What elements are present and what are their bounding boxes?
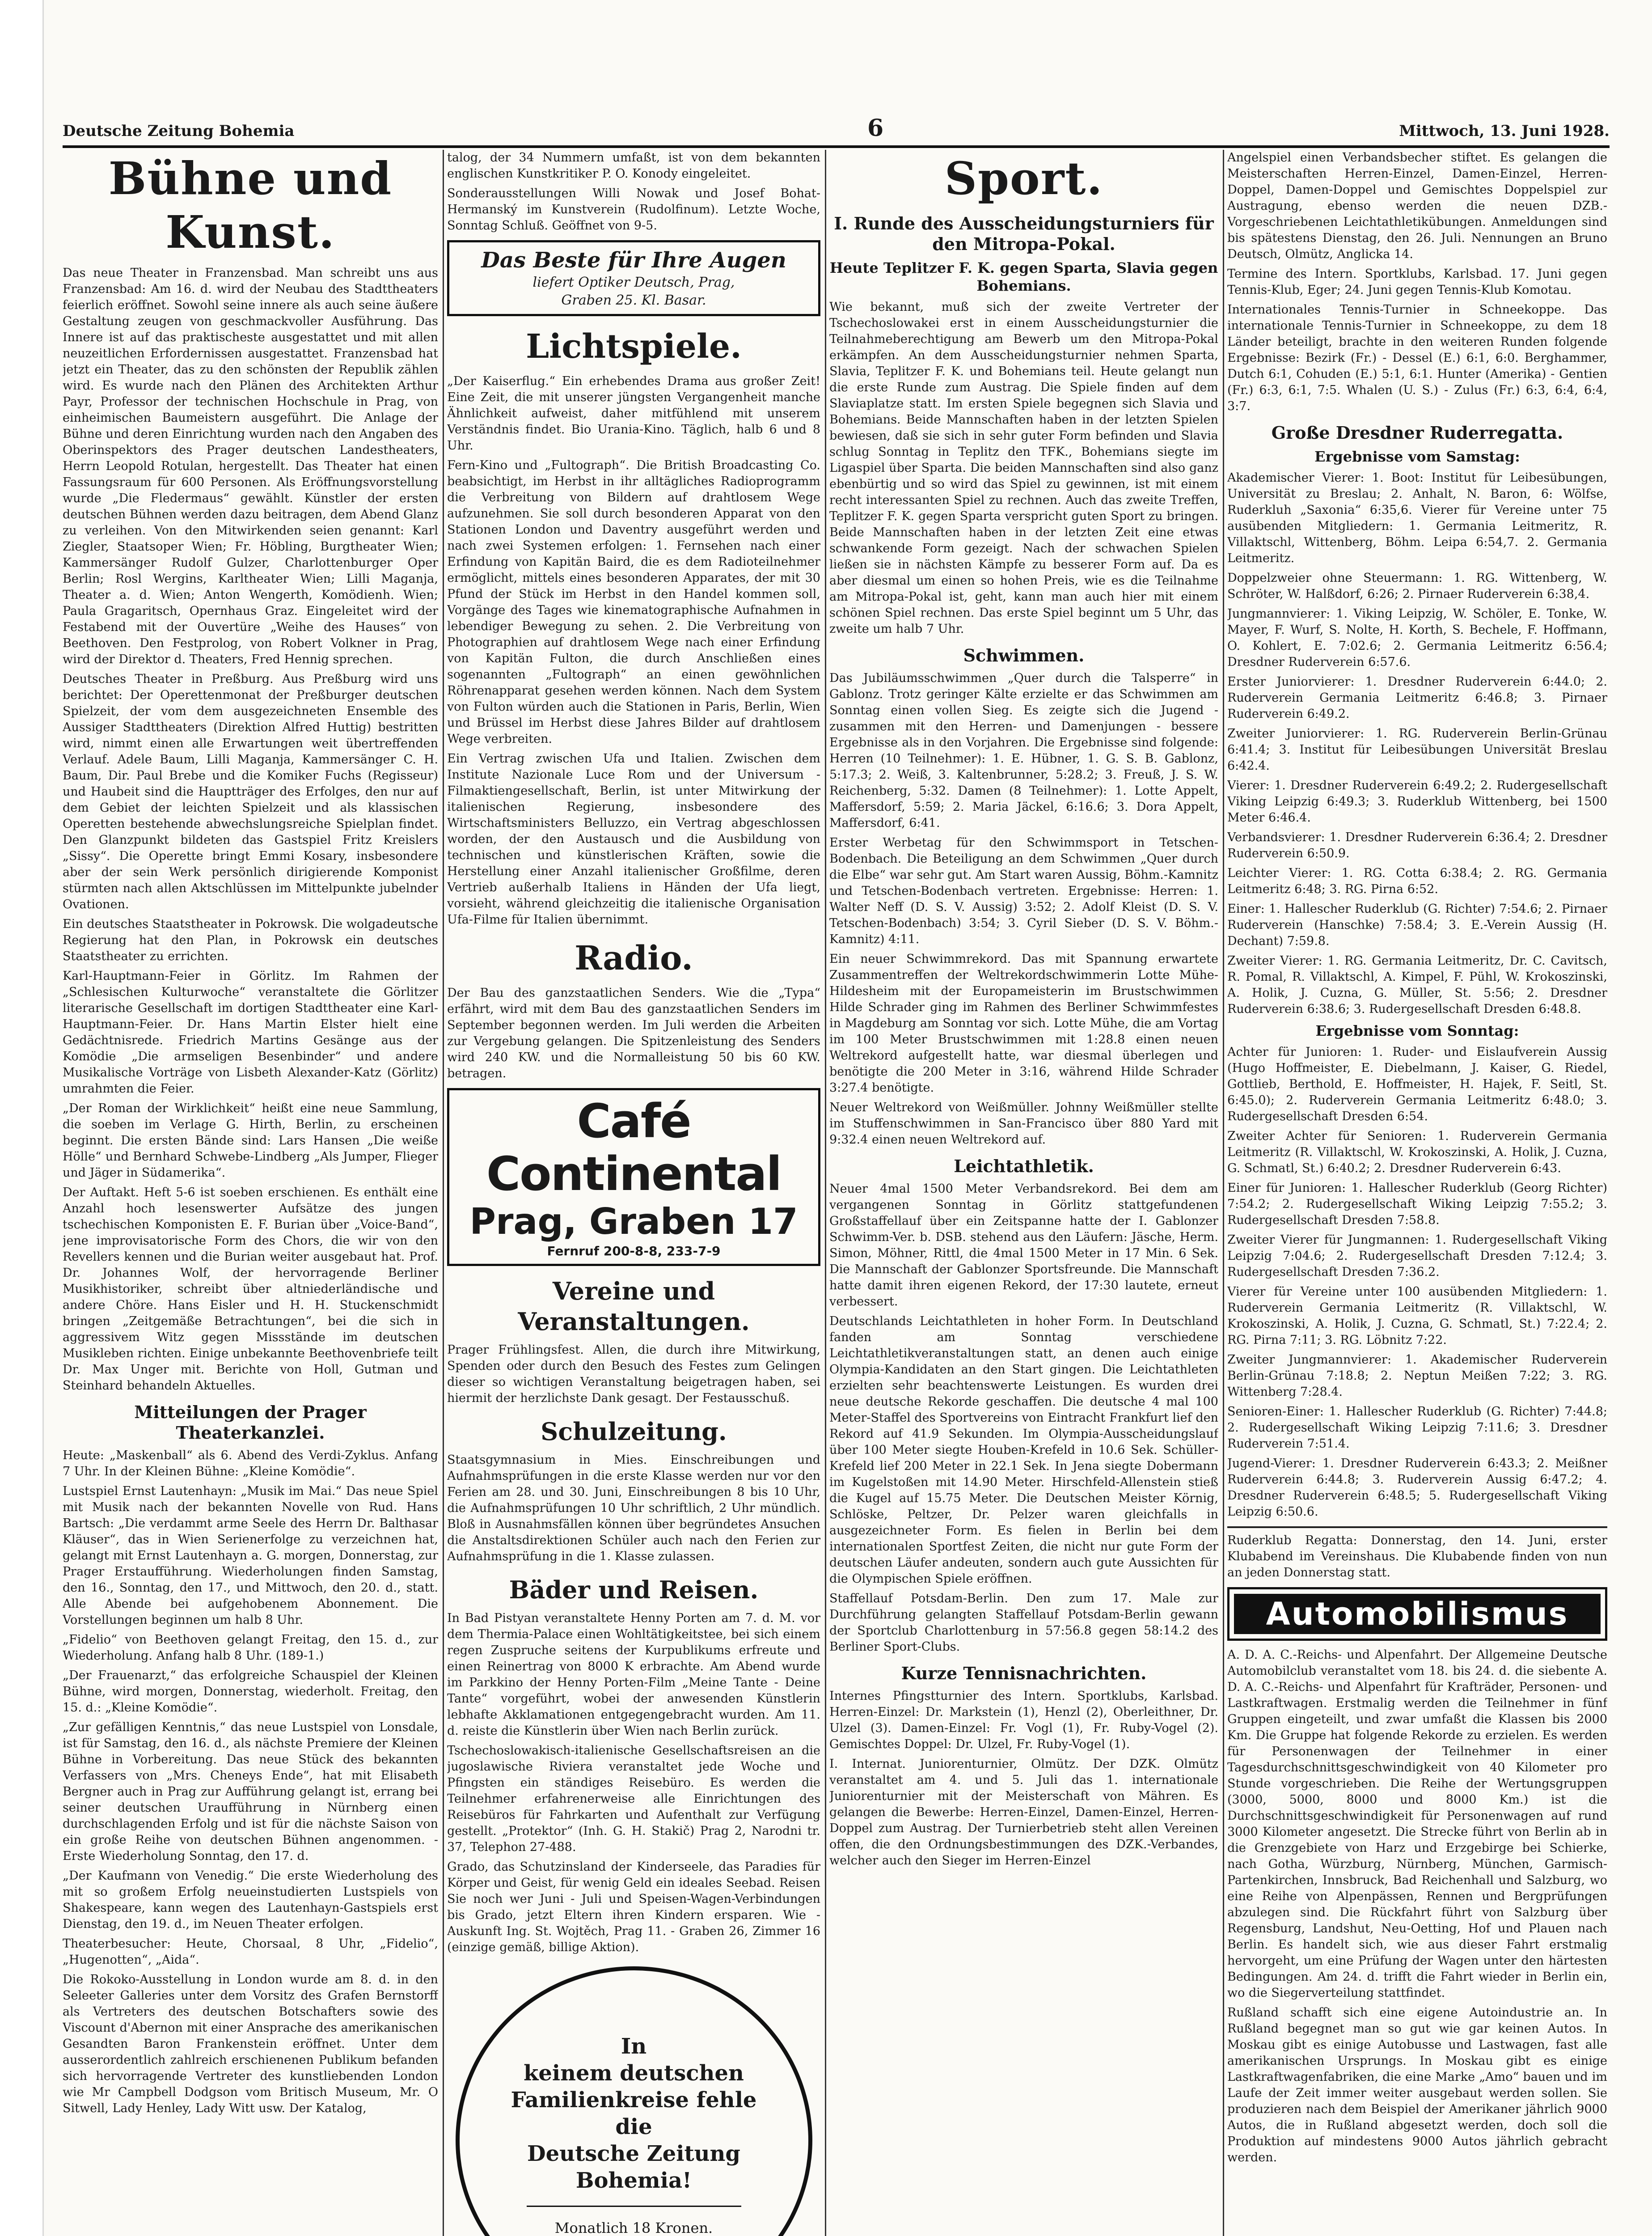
article-paragraph: Der Auftakt. Heft 5-6 ist soeben erschienen. Es enthält eine Anzahl hoch lesenswerter Aufsätze des jungen tschechischen Komponisten E. F. Burian über „Voice-Band“, jene improvisatorische Form des Chors, die wir von den Revellers kennen und die Burian weiter ausgebaut hat. Prof. Dr. Johannes Wolf, der hervorragende Berliner Musikhistoriker, schreibt über altniederländische und andere Chöre. Hans Eisler und H. H. Stuckenschmidt bringen „Zeitgemäße Betrachtungen“, bei die sich in aggressivem Witz gegen Missstände im deutschen Musikleben richten. Einige unbekannte Beethovenbriefe teilt Dr. Max Unger mit. Berichte von Holl, Gutman und Steinhard behandeln Aktuelles. [63, 1186, 438, 1393]
section-title-leichtathletik: Leichtathletik. [954, 1156, 1094, 1176]
section-title-sport: Sport. [944, 152, 1103, 205]
article-paragraph: Das neue Theater in Franzensbad. Man schreibt uns aus Franzensbad: Am 16. d. wird der Neubau des Stadttheaters feierlich eröffnet. Sowohl seine innere als auch seine äußere Gestaltung zeugen von geschmackvoller Ausführung. Das Innere ist auf das praktischeste ausgestattet und mit allen neuzeitlichen Erfordernissen ausgestattet. Franzensbad hat jetzt ein Theater, das zu den schönsten der Republik zählen wird. Es wurde nach den Plänen des Architekten Arthur Payr, Professor der technischen Hochschule in Prag, von einheimischen Baumeistern ausgeführt. Die Anlage der Bühne und deren Einrichtung wurden nach den Angaben des Oberinspektors des Prager deutschen Landestheaters, Herrn Leopold Rotulan, hergestellt. Das Theater hat einen Fassungsraum für 600 Personen. Als Eröffnungsvorstellung wurde „Die Fledermaus“ gewählt. Künstler der ersten deutschen Bühnen werden dazu beitragen, dem Abend Glanz zu verleihen. Von den Mitwirkenden seien genannt: Karl Ziegler, Staatsoper Wien; Fr. Höbling, Burgtheater Wien; Kammersänger Rudolf Gulzer, Charlottenburger Oper Berlin; Rosl Wergins, Karltheater Wien; Lilli Maganja, Theater a. d. Wien; Anton Wengerth, Komödienh. Wien; Paula Gragaritsch, Opernhaus Graz. Eingeleitet wird der Festabend mit der Ouvertüre „Weihe des Hauses“ von Beethoven. Den Festprolog, von Robert Volkner in Prag, wird der Direktor d. Theaters, Fred Hennig sprechen. [63, 266, 438, 666]
section-title-lichtspiele: Lichtspiele. [526, 327, 742, 366]
subsection-title-theaterkanzlei: Mitteilungen der Prager Theaterkanzlei. [134, 1402, 367, 1443]
article-paragraph: „Zur gefälligen Kenntnis,“ das neue Lustspiel von Lonsdale, ist für Samstag, den 16. d., als nächste Premiere der Kleinen Bühne in Vorbereitung. Das neue Stück des bekannten Verfassers von „Mrs. Cheneys Ende“, hat mit Elisabeth Bergner auch in Prag zur Aufführung gelangt ist, errang bei seiner deutschen Uraufführung in Nürnberg einen durchschlagenden Erfolg und ist für die nächste Saison von ein große Reihe von deutschen Bühnen angenommen. - Erste Wiederholung Sonntag, den 17. d. [63, 1720, 438, 1863]
article-paragraph: In Bad Pistyan veranstaltete Henny Porten am 7. d. M. vor dem Thermia-Palace einen Wohltätigkeitstee, bei sich einem regen Zuspruche seitens der Kurpublikums erfreute und einen Reinertrag von 8000 K erbrachte. Am Abend wurde im Parkkino der Henny Porten-Film „Meine Tante - Deine Tante“ vorgeführt, wobei der anwesenden Künstlerin lebhafte Akklamationen entgegengebracht wurden. Am 11. d. reiste die Künstlerin über Wien nach Berlin zurück. [447, 1611, 820, 1738]
article-paragraph: Vierer: 1. Dresdner Ruderverein 6:49.2; 2. Rudergesellschaft Viking Leipzig 6:49.3; 3. Ruderklub Wittenberg, bei 1500 Meter 6:46.4. [1227, 779, 1607, 825]
article-paragraph: Ein neuer Schwimmrekord. Das mit Spannung erwartete Zusammentreffen der Weltrekordschwimmerin Lotte Mühe-Hildesheim mit der Europameisterin im Brustschwimmen Hilde Schrader ging im Rahmen des Berliner Schwimmfestes in Magdeburg am Sonntag vor sich. Lotte Mühe, die am Vortag im 100 Meter Brustschwimmen mit 1:28.8 einen neuen Weltrekord aufgestellt hatte, war diesmal überlegen und benötigte die 200 Meter in 3:16, während Hilde Schrader 3:27.4 benötigte. [829, 952, 1218, 1095]
ad-line: Familienkreise fehle die [511, 2088, 757, 2139]
ad-line: Prag, Graben 17 [469, 1201, 798, 1242]
article-paragraph: Wie bekannt, muß sich der zweite Vertreter der Tschechoslowakei erst in einem Ausscheidungsturnier die Teilnahmeberechtigung am Bewerb um den Mitropa-Pokal erkämpfen. An dem Ausscheidungsturnier nehmen Sparta, Slavia, Teplitzer F. K. und Bohemians teil. Heute gelangt nun die erste Runde zum Austrag. Die Spiele finden auf dem Slaviaplatze statt. Im ersten Spiele begegnen sich Slavia und Bohemians. Beide Mannschaften haben in der letzten Spielen bewiesen, daß sie sich in sehr guter Form befinden und Slavia schlug Sonntag in Teplitz den TFK., Bohemians siegte im Ligaspiel über Sparta. Die beiden Mannschaften sind also ganz ebenbürtig und so wird das Spiel zu gewinnen, ist mit einem recht interessanten Spiel zu rechnen. Auch das zweite Treffen, Teplitzer F. K. gegen Sparta verspricht guten Sport zu bringen. Beide Mannschaften haben in der letzten Zeit eine etwas schwankende Form gezeigt. Nach der schwachen Spielen ließen sie in nächsten Kämpfe zu besserer Form auf. Da es aber diesmal um einen so hohen Preis, wie es die Teilnahme am Mitropa-Pokal ist, geht, kann man auch hier mit einem schönen Spiel rechnen. Das erste Spiel beginnt um 5 Uhr, das zweite um halb 7 Uhr. [829, 300, 1218, 636]
article-paragraph: Doppelzweier ohne Steuermann: 1. RG. Wittenberg, W. Schröter, W. Halßdorf, 6:26; 2. Pirnaer Ruderverein 6:38,4. [1227, 571, 1607, 601]
article-paragraph: Angelspiel einen Verbandsbecher stiftet. Es gelangen die Meisterschaften Herren-Einzel, Damen-Einzel, Herren-Doppel, Damen-Doppel und Gemischtes Doppelspiel zur Austragung, ebenso werden die neuen DZB.-Vorgeschriebenen Leichtathletikübungen. Anmeldungen sind bis spätestens Dienstag, den 26. Juli. Nennungen an Bruno Deutsch, Olmütz, Anglicka 14. [1227, 151, 1607, 261]
column-1 [63, 150, 438, 2236]
article-paragraph: Akademischer Vierer: 1. Boot: Institut für Leibesübungen, Universität zu Breslau; 2. Anhalt, N. Baron, 6: Wölfse, Ruderkluh „Saxonia“ 6:35,6. Vierer für Vereine unter 75 ausübenden Mitgliedern: 1. Germania Leitmeritz, R. Villaktschl, Wittenberg, Böhm. Leipa 6:54,7. 2. Germania Leitmeritz. [1227, 471, 1607, 565]
article-paragraph: Internes Pfingstturnier des Intern. Sportklubs, Karlsbad. Herren-Einzel: Dr. Markstein (1), Henzl (2), Oberleithner, Dr. Ulzel (3). Damen-Einzel: Fr. Vogl (1), Fr. Ruby-Vogel (2). Gemischtes Doppel: Dr. Ulzel, Fr. Ruby-Vogel (1). [829, 1689, 1218, 1751]
ad-line: Fernruf 200-8-8, 233-7-9 [547, 1244, 721, 1258]
article-paragraph: Sonderausstellungen Willi Nowak und Josef Bohat-Hermanský im Kunstverein (Rudolfinum). Letzte Woche, Sonntag Schluß. Geöffnet von 9-5. [447, 186, 820, 233]
article-paragraph: I. Internat. Juniorenturnier, Olmütz. Der DZK. Olmütz veranstaltet am 4. und 5. Juli das 1. internationale Juniorenturnier mit der Meisterschaft von Mähren. Es gelangen die Bewerbe: Herren-Einzel, Damen-Einzel, Herren-Doppel zum Austrag. Der Turnierbetrieb steht allen Vereinen offen, die den Ordnungsbestimmungen des DZK.-Verbandes, welcher auch den Sieger im Herren-Einzel [829, 1757, 1218, 1868]
article-paragraph: Jungmannvierer: 1. Viking Leipzig, W. Schöler, E. Tonke, W. Mayer, F. Wurf, S. Nolte, H. Korth, S. Bechele, F. Hoffmann, O. Kohlert, E. 7:02.6; 2. Germania Leitmeritz 6:56.4; Dresdner Ruderverein 6:57.6. [1227, 607, 1607, 669]
page-number: 6 [867, 114, 884, 142]
article-paragraph: Der Bau des ganzstaatlichen Senders. Wie die „Typa“ erfährt, wird mit dem Bau des ganzstaatlichen Senders im September begonnen werden. Im Juli werden die Arbeiten zur Vergebung gelangen. Die Spitzenleistung des Senders wird 240 KW. und die Normalleistung 50 bis 60 KW. betragen. [447, 986, 820, 1080]
article-paragraph: Grado, das Schutzinsland der Kinderseele, das Paradies für Körper und Geist, für wenig Geld ein ideales Seebad. Reisen Sie noch wer Juni - Juli und Speisen-Wagen-Verbindungen bis Grado, jetzt Eltern ihren Kindern ersparen. Wie - Auskunft Ing. St. Wojtěch, Prag 11. - Graben 26, Zimmer 16 (einzige gemäß, billige Aktion). [447, 1860, 820, 1954]
issue-date: Mittwoch, 13. Juni 1928. [1399, 122, 1610, 140]
article-paragraph: Prager Frühlingsfest. Allen, die durch ihre Mitwirkung, Spenden oder durch den Besuch des Festes zum Gelingen dieser so wichtigen Veranstaltung beigetragen haben, sei hiermit der herzlichste Dank gesagt. Der Festausschuß. [447, 1343, 820, 1405]
article-paragraph: Erster Juniorvierer: 1. Dresdner Ruderverein 6:44.0; 2. Ruderverein Germania Leitmeritz 6:46.8; 3. Pirnaer Ruderverein 6:49.2. [1227, 675, 1607, 721]
ad-line: Monatlich 18 Kronen. [554, 2219, 713, 2236]
article-paragraph: „Der Kaiserflug.“ Ein erhebendes Drama aus großer Zeit! Eine Zeit, die mit unserer jüngsten Vergangenheit manche Ähnlichkeit aufweist, daher mitfühlend mit unserem Verständnis findet. Bio Urania-Kino. Täglich, halb 6 und 8 Uhr. [447, 374, 820, 453]
article-paragraph: Vierer für Vereine unter 100 ausübenden Mitgliedern: 1. Ruderverein Germania Leitmeritz (R. Villaktschl, W. Krokoszinski, A. Holik, J. Cuzna, G. Schmatl, St.) 7:22.4; 2. RG. Pirna 7:11; 3. RG. Löbnitz 7:22. [1227, 1285, 1607, 1347]
article-paragraph: Zweiter Jungmannvierer: 1. Akademischer Ruderverein Berlin-Grünau 7:18.8; 2. Neptun Meißen 7:22; 3. RG. Wittenberg 7:28.4. [1227, 1353, 1607, 1399]
column-2 [447, 150, 820, 2236]
ad-divider [527, 2206, 741, 2207]
advertisement-bohemia-circle [456, 1966, 812, 2236]
column-divider [1223, 150, 1224, 2236]
article-paragraph: Zweiter Vierer für Jungmannen: 1. Rudergesellschaft Viking Leipzig 7:04.6; 2. Rudergesellschaft Dresden 7:12.4; 3. Rudergesellschaft Dresden 7:36.2. [1227, 1233, 1607, 1279]
ad-title: Café Continental [486, 1094, 782, 1201]
ad-line: Graben 25. Kl. Basar. [561, 292, 706, 308]
column-divider [825, 150, 826, 2236]
ad-title: Das Beste für Ihre Augen [481, 248, 786, 273]
newspaper-name: Deutsche Zeitung Bohemia [63, 122, 295, 140]
section-title-buehne: Bühne und Kunst. [108, 152, 393, 258]
article-paragraph: Rußland schafft sich eine eigene Autoindustrie an. In Rußland begegnet man so gut wie gar keinen Autos. In Moskau gibt es einige Autobusse und Lastwagen, fast alle amerikanischen Ursprungs. In Moskau gibt es einige Lastkraftwagenfabriken, die eine Marke „Amo“ bauen und im Laufe der Zeit immer weiter ausgebaut werden sollen. Sie produzieren nach dem Beispiel der Amerikaner jährlich 9000 Autos, die in Rußland abgesetzt werden, doch soll die Produktion auf mindestens 9000 Autos jährlich gebracht werden. [1227, 2006, 1607, 2164]
section-title-radio: Radio. [575, 939, 693, 978]
subsection-subtitle: Heute Teplitzer F. K. gegen Sparta, Slavia gegen Bohemians. [829, 259, 1218, 294]
article-paragraph: talog, der 34 Nummern umfaßt, ist von dem bekannten englischen Kunstkritiker P. O. Konody eingeleitet. [447, 151, 820, 181]
ad-line: keinem deutschen [524, 2061, 744, 2086]
article-paragraph: „Fidelio“ von Beethoven gelangt Freitag, den 15. d., zur Wiederholung. Anfang halb 8 Uhr. (189-1.) [63, 1633, 438, 1663]
subsection-title-mitropa: I. Runde des Ausscheidungsturniers für den Mitropa-Pokal. [834, 213, 1214, 254]
article-paragraph: Ein Vertrag zwischen Ufa und Italien. Zwischen dem Institute Nazionale Luce Rom und der Universum - Filmaktiengesellschaft, Berlin, ist unter Mitwirkung der italienischen Regierung, insbesondere des Wirtschaftsministers Belluzzo, ein Vertrag abgeschlossen worden, der den Austausch und die Ausbildung von technischen und künstlerischen Kräften, sowie die Herstellung einer Anzahl italienischer Großfilme, deren Vertrieb außerhalb Italiens in Händen der Ufa liegt, vorsieht, während gleichzeitig die italienische Organisation Ufa-Filme für Italien übernimmt. [447, 752, 820, 927]
article-paragraph: Neuer Weltrekord von Weißmüller. Johnny Weißmüller stellte im Stuffenschwimmen in San-Francisco über 880 Yard mit 9:32.4 einen neuen Weltrekord auf. [829, 1101, 1218, 1147]
article-paragraph: Die Rokoko-Ausstellung in London wurde am 8. d. in den Seleeter Galleries unter dem Vorsitz des Grafen Bernstorff als Vertreters des deutschen Botschafters sowie des Viscount d'Abernon mit einer Ansprache des amerikanischen Gesandten Baron Frankenstein eröffnet. Unter dem ausserordentlich zahlreich erschienenen Publikum befanden sich hervorragende Vertreter des kunstliebenden London wie Mr Campbell Dodgson vom Britisch Museum, Mr. O Sitwell, Lady Henley, Lady Witt usw. Der Katalog, [63, 1973, 438, 2115]
article-paragraph: Erster Werbetag für den Schwimmsport in Tetschen-Bodenbach. Die Beteiligung an dem Schwimmen „Quer durch die Elbe“ war sehr gut. Am Start waren Aussig, Böhm.-Kamnitz und Tetschen-Bodenbach vertreten. Ergebnisse: Herren: 1. Walter Neff (D. S. V. Aussig) 3:52; 2. Adolf Kleist (D. S. V. Tetschen-Bodenbach) 3:54; 3. Cyril Sieber (D. S. V. Böhm.-Kamnitz) 4:11. [829, 836, 1218, 946]
article-paragraph: Internationales Tennis-Turnier in Schneekoppe. Das internationale Tennis-Turnier in Schneekoppe, zu dem 18 Länder beteiligt, brachte in den weiteren Runden folgende Ergebnisse: Bezirk (Fr.) - Dessel (E.) 6:1, 6:0. Berghammer, Dutch 6:1, Cohuden (E.) 5:1, 6:1. Hunter (Amerika) - Gentien (Fr.) 6:3, 6:1, 7:5. Whalen (U. S.) - Zulus (Fr.) 6:3, 6:4, 6:4, 3:7. [1227, 303, 1607, 413]
article-paragraph: Neuer 4mal 1500 Meter Verbandsrekord. Bei dem am vergangenen Sonntag in Görlitz stattgefundenen Großstaffellauf über ein Zeitspanne hatte der I. Gablonzer Schwimm-Ver. b. DSB. stehend aus den Läufern: Jäsche, Herm. Simon, Möhner, Rittl, die 4mal 1500 Meter in 17 Min. 6 Sek. Die Mannschaft der Gablonzer Sportsfreunde. Die Mannschaft hatte damit ihren eigenen Rekord, der 17:30 lautete, erneut verbessert. [829, 1182, 1218, 1309]
article-paragraph: Tschechoslowakisch-italienische Gesellschaftsreisen an die jugoslawische Riviera veranstaltet jede Woche und Pfingsten ein ständiges Reisebüro. Es werden die Teilnehmer erfahrenerweise alle Einrichtungen des Reisebüros für Fahrkarten und Aufenthalt zur Verfügung gestellt. „Protektor“ (Inh. G. H. Stakič) Prag 2, Narodni tr. 37, Telephon 27-488. [447, 1744, 820, 1854]
section-title-baeder: Bäder und Reisen. [509, 1575, 759, 1604]
article-paragraph: A. D. A. C.-Reichs- und Alpenfahrt. Der Allgemeine Deutsche Automobilclub veranstaltet vom 18. bis 24. d. die siebente A. D. A. C.-Reichs- und Alpenfahrt für Krafträder, Personen- und Lastkraftwagen. Erstmalig werden die Teilnehmer in fünf Gruppen eingeteilt, und zwar umfaßt die Klassen bis 2000 Km. Die Gruppe hat folgende Rekorde zu erzielen. Es werden für Personenwagen der Teilnehmer in einer Tagesdurchschnittsgeschwindigkeit von 40 Kilometer pro Stunde vorgeschrieben. Die Reihe der Wertungsgruppen (3000, 5000, 8000 und 8000 Km.) ist die Durchschnittsgeschwindigkeit für Personenwagen auf rund 3000 Kilometer angesetzt. Die Strecke führt von Berlin ab in die Grenzgebiete von Harz und Erzgebirge bei Schierke, nach Gotha, Würzburg, Nürnberg, München, Garmisch-Partenkirchen, Innsbruck, Bad Reichenhall und Salzburg, wo eine Reihe von Alpenpässen, Rennen und Bergprüfungen abzulegen sind. Die Rückfahrt führt von Salzburg über Regensburg, Landshut, Neu-Oetting, Hof und Plauen nach Berlin. Es handelt sich, wie aus dieser Fahrt erstmalig hervorgeht, um eine Prüfung der Wagen unter den härtesten Bedingungen. Am 24. d. trifft die Fahrt wieder in Berlin ein, wo die Siegerverteilung stattfindet. [1227, 1648, 1607, 2000]
column-3 [829, 150, 1218, 2236]
article-paragraph: Staffellauf Potsdam-Berlin. Den zum 17. Male zur Durchführung gelangten Staffellauf Potsdam-Berlin gewann der Sportclub Charlottenburg in 57:56.8 gegen 58:14.2 des Berliner Sport-Clubs. [829, 1592, 1218, 1654]
ad-line: liefert Optiker Deutsch, Prag, [532, 275, 735, 290]
article-paragraph: Deutsches Theater in Preßburg. Aus Preßburg wird uns berichtet: Der Operettenmonat der Preßburger deutschen Spielzeit, der vom dem ausgezeichneten Ensemble des Aussiger Stadttheaters (Direktion Alfred Huttig) bestritten wird, nimmt einen alle Erwartungen weit übertreffenden Verlauf. Adele Baum, Lilli Maganja, Kammersänger C. H. Baum, Dir. Paul Brebe und die Komiker Fuchs (Regisseur) und Haubeit sind die Hauptträger des Erfolges, den nur auf dem Gebiet der leichten Spielzeit und als klassischen Operetten bestehende abwechslungsreiche Spielplan findet. Den Glanzpunkt bildeten das Gastspiel Fritz Kreislers „Sissy“. Die Operette bringt Emmi Kosary, insbesondere aber der sein Werk persönlich dirigierende Komponist stürmten nach allen Aktschlüssen im Mittelpunkte jubelnder Ovationen. [63, 672, 438, 911]
article-paragraph: Fern-Kino und „Fultograph“. Die British Broadcasting Co. beabsichtigt, im Herbst in ihr alltägliches Radioprogramm die Verbreitung von Bildern auf drahtlosem Wege aufzunehmen. Sie soll durch besonderen Apparat von den Stationen London und Daventry ausgeführt werden und nach zwei Systemen erfolgen: 1. Fernsehen nach einer Erfindung von Kapitän Baird, die es dem Radioteilnehmer ermöglicht, mittels eines besonderen Apparates, der mit 30 Pfund der Stück im Herbst in den Handel kommen soll, Vorgänge des Tages wie kinematographische Aufnahmen in lebendiger Bewegung zu sehen. 2. Die Verbreitung von Photographien auf drahtlosem Wege nach einer Erfindung von Kapitän Fulton, die durch Anschließen eines sogenannten „Fultograph“ an einen gewöhnlichen Röhrenapparat gesehen werden können. Nach dem System von Fulton würden auch die Stationen in Paris, Berlin, Wien und Brüssel im Herbst diese Jahres Bilder auf drahtlosem Wege verbreiten. [447, 458, 820, 746]
article-paragraph: Senioren-Einer: 1. Hallescher Ruderklub (G. Richter) 7:44.8; 2. Rudergesellschaft Wiking Leipzig 7:11.6; 3. Dresdner Ruderverein 7:51.4. [1227, 1405, 1607, 1451]
running-head [63, 114, 1610, 148]
article-paragraph: Karl-Hauptmann-Feier in Görlitz. Im Rahmen der „Schlesischen Kulturwoche“ veranstaltete die Görlitzer literarische Gesellschaft im dortigen Stadttheater eine Karl-Hauptmann-Feier. Dr. Hans Martin Elster hielt eine Gedächtnisrede. Friedrich Martins Gesänge aus der Komödie „Die armseligen Besenbinder“ und andere Musikalische Vorträge von Lisbeth Alexander-Katz (Görlitz) umrahmten die Feier. [63, 969, 438, 1096]
section-title-vereine: Vereine und Veranstaltungen. [518, 1277, 750, 1336]
article-paragraph: Jugend-Vierer: 1. Dresdner Ruderverein 6:43.3; 2. Meißner Ruderverein 6:44.8; 3. Ruderverein Aussig 6:47.2; 4. Dresdner Ruderverein 6:48.5; 5. Rudergesellschaft Viking Leipzig 6:50.6. [1227, 1457, 1607, 1519]
scan-margin [0, 0, 44, 2236]
section-title-schwimmen: Schwimmen. [963, 645, 1085, 665]
section-title-tennis: Kurze Tennisnachrichten. [901, 1663, 1147, 1683]
article-paragraph: Leichter Vierer: 1. RG. Cotta 6:38.4; 2. RG. Germania Leitmeritz 6:48; 3. RG. Pirna 6:52. [1227, 866, 1607, 896]
article-paragraph: Einer: 1. Hallescher Ruderklub (G. Richter) 7:54.6; 2. Pirnaer Ruderverein (Hanschke) 7:58.4; 3. E.-Verein Aussig (H. Dechant) 7:59.8. [1227, 902, 1607, 948]
article-paragraph: Theaterbesucher: Heute, Chorsaal, 8 Uhr, „Fidelio“, „Hugenotten“, „Aida“. [63, 1937, 438, 1967]
article-paragraph: Einer für Junioren: 1. Hallescher Ruderklub (Georg Richter) 7:54.2; 2. Rudergesellschaft Wiking Leipzig 7:55.2; 3. Rudergesellschaft Dresden 7:58.8. [1227, 1181, 1607, 1227]
article-paragraph: Verbandsvierer: 1. Dresdner Ruderverein 6:36.4; 2. Dresdner Ruderverein 6:50.9. [1227, 830, 1607, 860]
article-paragraph: Deutschlands Leichtathleten in hoher Form. In Deutschland fanden am Sonntag verschiedene Leichtathletikveranstaltungen statt, an denen auch einige Olympia-Kandidaten an den Start gingen. Die Leichtathleten erzielten sehr beachtenswerte Leistungen. Es wurden drei neue deutsche Rekorde geschaffen. Die deutsche 4 mal 100 Meter-Staffel des Sportvereins von Eintracht Frankfurt lief den Rekord auf 41.9 Sekunden. Im Olympia-Ausscheidungslauf über 100 Meter siegte Houben-Krefeld in 10.6 Sek. Schüller-Krefeld lief 200 Meter in 22.1 Sek. In Jena siegte Dobermann im Kugelstoßen mit 14.90 Meter. Hirschfeld-Allenstein stieß die Kugel auf 15.75 Meter. Die Deutschen Meister Körnig, Schlöske, Peltzer, Dr. Pelzer waren gleichfalls in ausgezeichneter Form. Es fielen in Berlin bei dem internationalen Sportfest Zeiten, die nicht nur gute Form der deutschen Läufer andeuten, sondern auch gute Aussichten für die Olympischen Spiele eröffnen. [829, 1314, 1218, 1586]
column-divider [443, 150, 444, 2236]
article-paragraph: Lustspiel Ernst Lautenhayn: „Musik im Mai.“ Das neue Spiel mit Musik nach der bekannten Novelle von Rud. Hans Bartsch: „Die verdammt arme Seele des Herrn Dr. Balthasar Kläuser“, das in Wien Serienerfolge zu verzeichnen hat, gelangt mit Ernst Lautenhayn a. G. morgen, Donnerstag, zur Prager Erstaufführung. Wiederholungen finden Samstag, den 16., Sonntag, den 17., und Mittwoch, den 20. d., statt. Alle Abende bei aufgehobenem Abonnement. Die Vorstellungen beginnen um halb 8 Uhr. [63, 1484, 438, 1627]
article-paragraph: Zweiter Vierer: 1. RG. Germania Leitmeritz, Dr. C. Cavitsch, R. Pomal, R. Villaktschl, A. Kimpel, F. Pühl, W. Krokoszinski, A. Holik, J. Cuzna, G. Müller, St. 5:56; 2. Dresdner Ruderverein 6:38.6; 3. Rudergesellschaft Dresden 6:48.8. [1227, 954, 1607, 1016]
article-paragraph: Achter für Junioren: 1. Ruder- und Eislaufverein Aussig (Hugo Hoffmeister, E. Diebelmann, J. Kaiser, G. Riedel, Gottlieb, Berthold, E. Hoffmeister, H. Hajek, F. Seitl, St. 6:45.0); 2. Ruderverein Germania Leitmeritz 6:48.0; 3. Rudergesellschaft Dresden 6:54. [1227, 1045, 1607, 1123]
article-paragraph: Termine des Intern. Sportklubs, Karlsbad. 17. Juni gegen Tennis-Klub, Eger; 24. Juni gegen Tennis-Klub Komotau. [1227, 267, 1607, 297]
article-paragraph: Heute: „Maskenball“ als 6. Abend des Verdi-Zyklus. Anfang 7 Uhr. In der Kleinen Bühne: „Kleine Komödie“. [63, 1448, 438, 1478]
advertisement-optiker [447, 240, 820, 316]
article-paragraph: Das Jubiläumsschwimmen „Quer durch die Talsperre“ in Gablonz. Trotz geringer Kälte erzielte er das Schwimmen am Sonntag einen vollen Sieg. Es zeigte sich die Jugend - zusammen mit den Herren- und Damenjungen - bessere Ergebnisse als in den Vorjahren. Die Ergebnisse sind folgende: Herren (10 Teilnehmer): 1. E. Hübner, 1. G. S. B. Gablonz, 5:17.3; 2. Weiß, 3. Kaltenbrunner, 5:28.2; 3. Freuß, J. S. W. Reichenberg, 5:32. Damen (8 Teilnehmer): 1. Lotte Appelt, Maffersdorf, 5:59; 2. Maria Jäckel, 6:16.6; 3. Dora Appelt, Maffersdorf, 6:41. [829, 671, 1218, 830]
advertisement-cafe-continental [447, 1088, 820, 1266]
article-paragraph: Ruderklub Regatta: Donnerstag, den 14. Juni, erster Klubabend im Vereinshaus. Die Klubabende finden von nun an jeden Donnerstag statt. [1227, 1533, 1607, 1580]
subsection-subtitle: Ergebnisse vom Samstag: [1314, 448, 1520, 465]
section-title-regatta: Große Dresdner Ruderregatta. [1271, 423, 1563, 443]
column-4 [1227, 150, 1607, 2236]
article-paragraph: Staatsgymnasium in Mies. Einschreibungen und Aufnahmsprüfungen in die erste Klasse werden nur vor den Ferien am 28. und 30. Juni, Einschreibungen 8 bis 10 Uhr, die Aufnahmsprüfungen 10 Uhr schriftlich, 2 Uhr mündlich. Bloß in Ausnahmsfällen können über begründetes Ansuchen die Anstaltsdirektionen Schüler auch nach den Ferien zur Aufnahmsprüfung in die 1. Klasse zulassen. [447, 1453, 820, 1563]
section-banner-automobilismus [1227, 1587, 1607, 1641]
article-paragraph: „Der Kaufmann von Venedig.“ Die erste Wiederholung des mit so großem Erfolg neueinstudierten Lustspiels von Shakespeare, kann wegen des Lautenhayn-Gastspiels erst Dienstag, den 19. d., im Neuen Theater erfolgen. [63, 1869, 438, 1931]
banner-title: Automobilismus [1234, 1594, 1601, 1634]
section-divider [1227, 1526, 1607, 1528]
ad-line: Deutsche Zeitung Bohemia! [527, 2141, 740, 2193]
subsection-subtitle: Ergebnisse vom Sonntag: [1315, 1022, 1519, 1039]
article-paragraph: „Der Roman der Wirklichkeit“ heißt eine neue Sammlung, die soeben im Verlage G. Hirth, Berlin, zu erscheinen beginnt. Die ersten Bände sind: Lars Hansen „Die weiße Hölle“ und Bernhard Schwebe-Lindberg „Als Jumper, Flieger und Jäger in Südamerika“. [63, 1101, 438, 1180]
article-paragraph: Zweiter Juniorvierer: 1. RG. Ruderverein Berlin-Grünau 6:41.4; 3. Institut für Leibesübungen Universität Breslau 6:42.4. [1227, 727, 1607, 773]
article-paragraph: „Der Frauenarzt,“ das erfolgreiche Schauspiel der Kleinen Bühne, wird morgen, Donnerstag, wiederholt. Freitag, den 15. d.: „Kleine Komödie“. [63, 1669, 438, 1715]
section-title-schulzeitung: Schulzeitung. [541, 1417, 727, 1446]
article-paragraph: Zweiter Achter für Senioren: 1. Ruderverein Germania Leitmeritz (R. Villaktschl, W. Krokoszinski, A. Holik, J. Cuzna, G. Schmatl, St.) 6:40.2; 2. Dresdner Ruderverein 6:43. [1227, 1129, 1607, 1175]
ad-line: In [621, 2034, 647, 2059]
article-paragraph: Ein deutsches Staatstheater in Pokrowsk. Die wolgadeutsche Regierung hat den Plan, in Pokrowsk ein deutsches Staatstheater zu errichten. [63, 917, 438, 963]
